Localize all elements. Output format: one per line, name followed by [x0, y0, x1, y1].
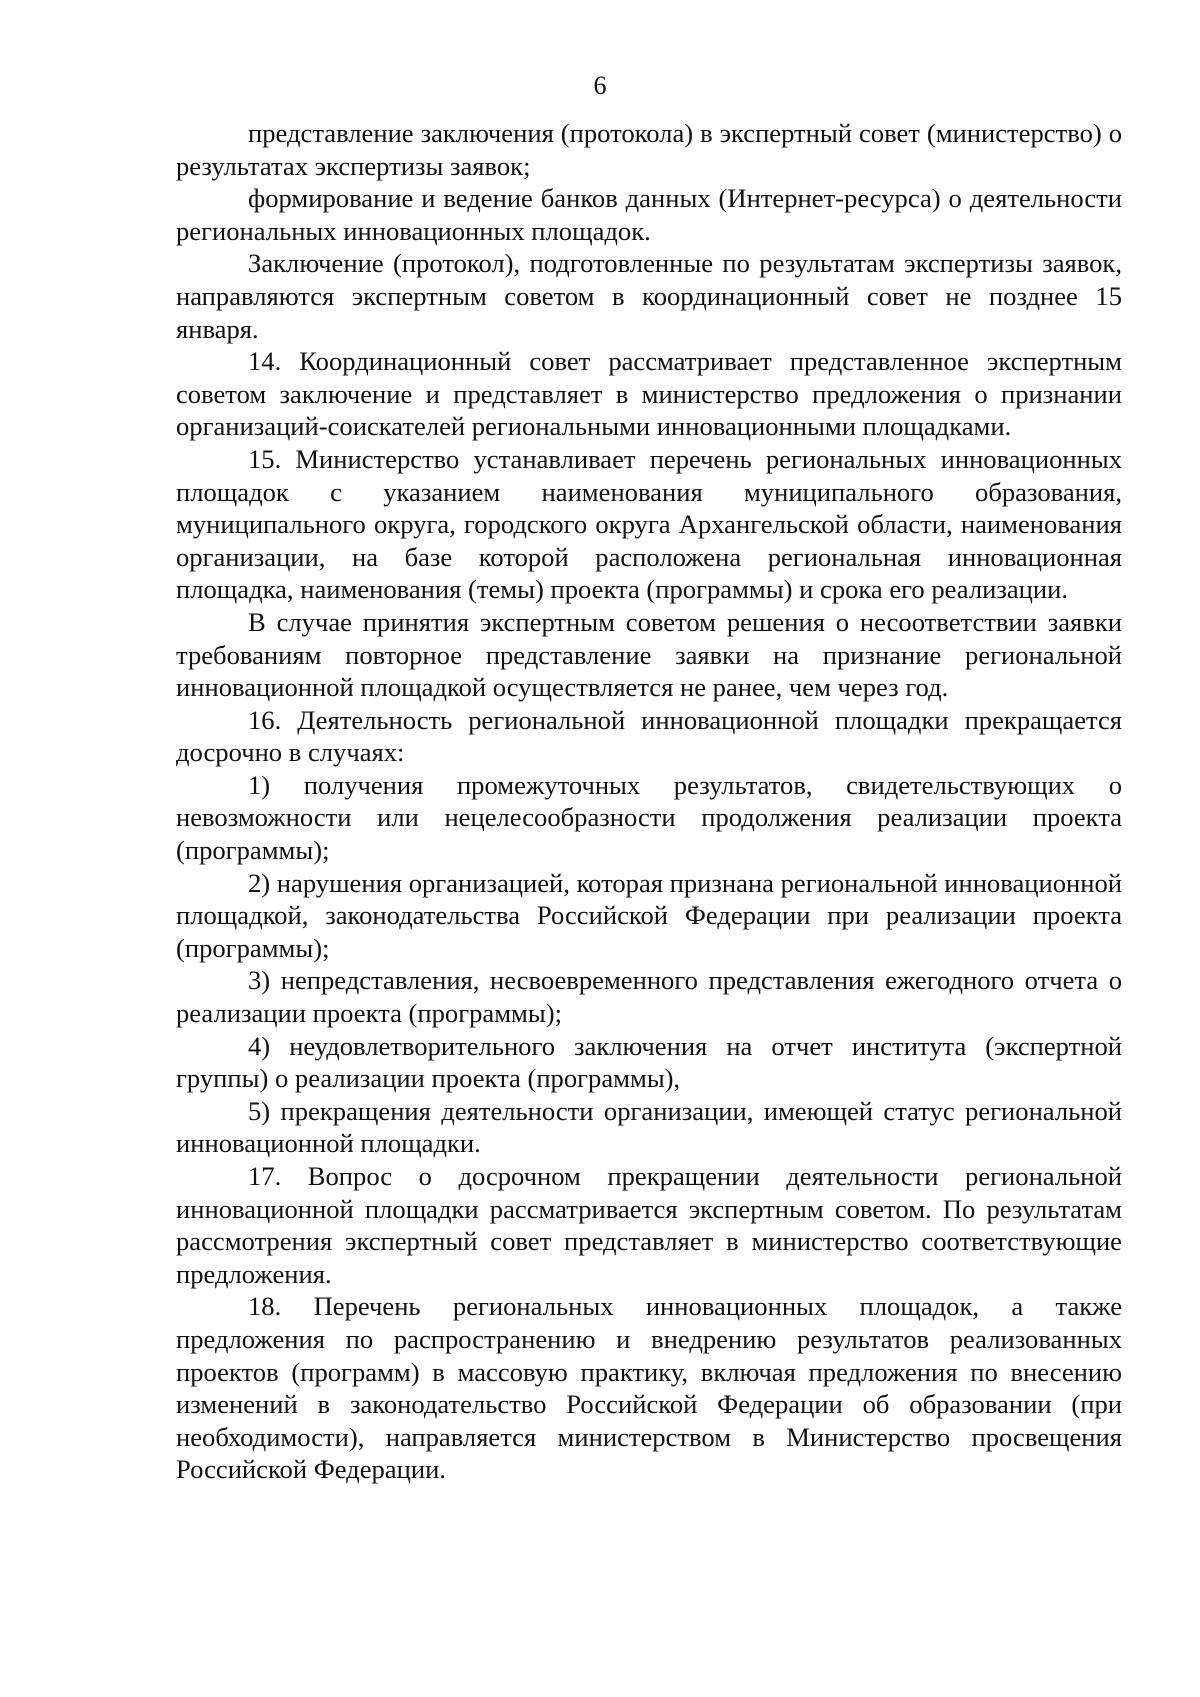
- paragraph-item-17: 17. Вопрос о досрочном прекращении деятельности региональной инновационной площадки рассматривается экспертным советом. По результатам рассмотрения экспертный совет представляет в министерство соответствующие предложения.: [176, 1161, 1122, 1289]
- list-item-16-5: 5) прекращения деятельности организации, имеющей статус региональной инновационной площадки.: [176, 1095, 1122, 1159]
- paragraph-item-18: 18. Перечень региональных инновационных площадок, а также предложения по распространению и внедрению результатов реализованных проектов (программ) в массовую практику, включая предложения по внесению изменений в законодательство Российской Федерации об образовании (при необходимости), направляется министерством в Министерство просвещения Российской Федерации.: [176, 1291, 1122, 1485]
- paragraph-item-14: 14. Координационный совет рассматривает представленное экспертным советом заключение и представляет в министерство предложения о признании организаций-соискателей региональными инновационными площадками.: [176, 346, 1122, 442]
- document-body: [176, 117, 1122, 1486]
- list-item-16-1: 1) получения промежуточных результатов, свидетельствующих о невозможности или нецелесообразности продолжения реализации проекта (программы);: [176, 769, 1122, 866]
- paragraph-protocol-deadline: Заключение (протокол), подготовленные по результатам экспертизы заявок, направляются экспертным советом в координационный совет не позднее 15 января.: [176, 248, 1122, 344]
- paragraph-expert-conclusion-submission: представление заключения (протокола) в экспертный совет (министерство) о результатах экспертизы заявок;: [176, 118, 1122, 181]
- paragraph-data-banks: формирование и ведение банков данных (Интернет-ресурса) о деятельности региональных инновационных площадок.: [176, 183, 1122, 246]
- paragraph-resubmission: В случае принятия экспертным советом решения о несоответствии заявки требованиям повторное представление заявки на признание региональной инновационной площадкой осуществляется не ранее, чем через год.: [176, 606, 1122, 703]
- list-item-16-4: 4) неудовлетворительного заключения на отчет института (экспертной группы) о реализации проекта (программы),: [176, 1030, 1122, 1094]
- page-number: 6: [593, 71, 607, 100]
- list-item-16-2: 2) нарушения организацией, которая признана региональной инновационной площадкой, законодательства Российской Федерации при реализации проекта (программы);: [176, 867, 1122, 963]
- paragraph-item-16: 16. Деятельность региональной инновационной площадки прекращается досрочно в случаях:: [176, 704, 1122, 768]
- list-item-16-3: 3) непредставления, несвоевременного представления ежегодного отчета о реализации проекта (программы);: [176, 965, 1122, 1029]
- paragraph-item-15: 15. Министерство устанавливает перечень региональных инновационных площадок с указанием наименования муниципального образования, муниципального округа, городского округа Архангельской области, наименования организации, на базе которой расположена региональная инновационная площадка, наименования (темы) проекта (программы) и срока его реализации.: [176, 443, 1122, 605]
